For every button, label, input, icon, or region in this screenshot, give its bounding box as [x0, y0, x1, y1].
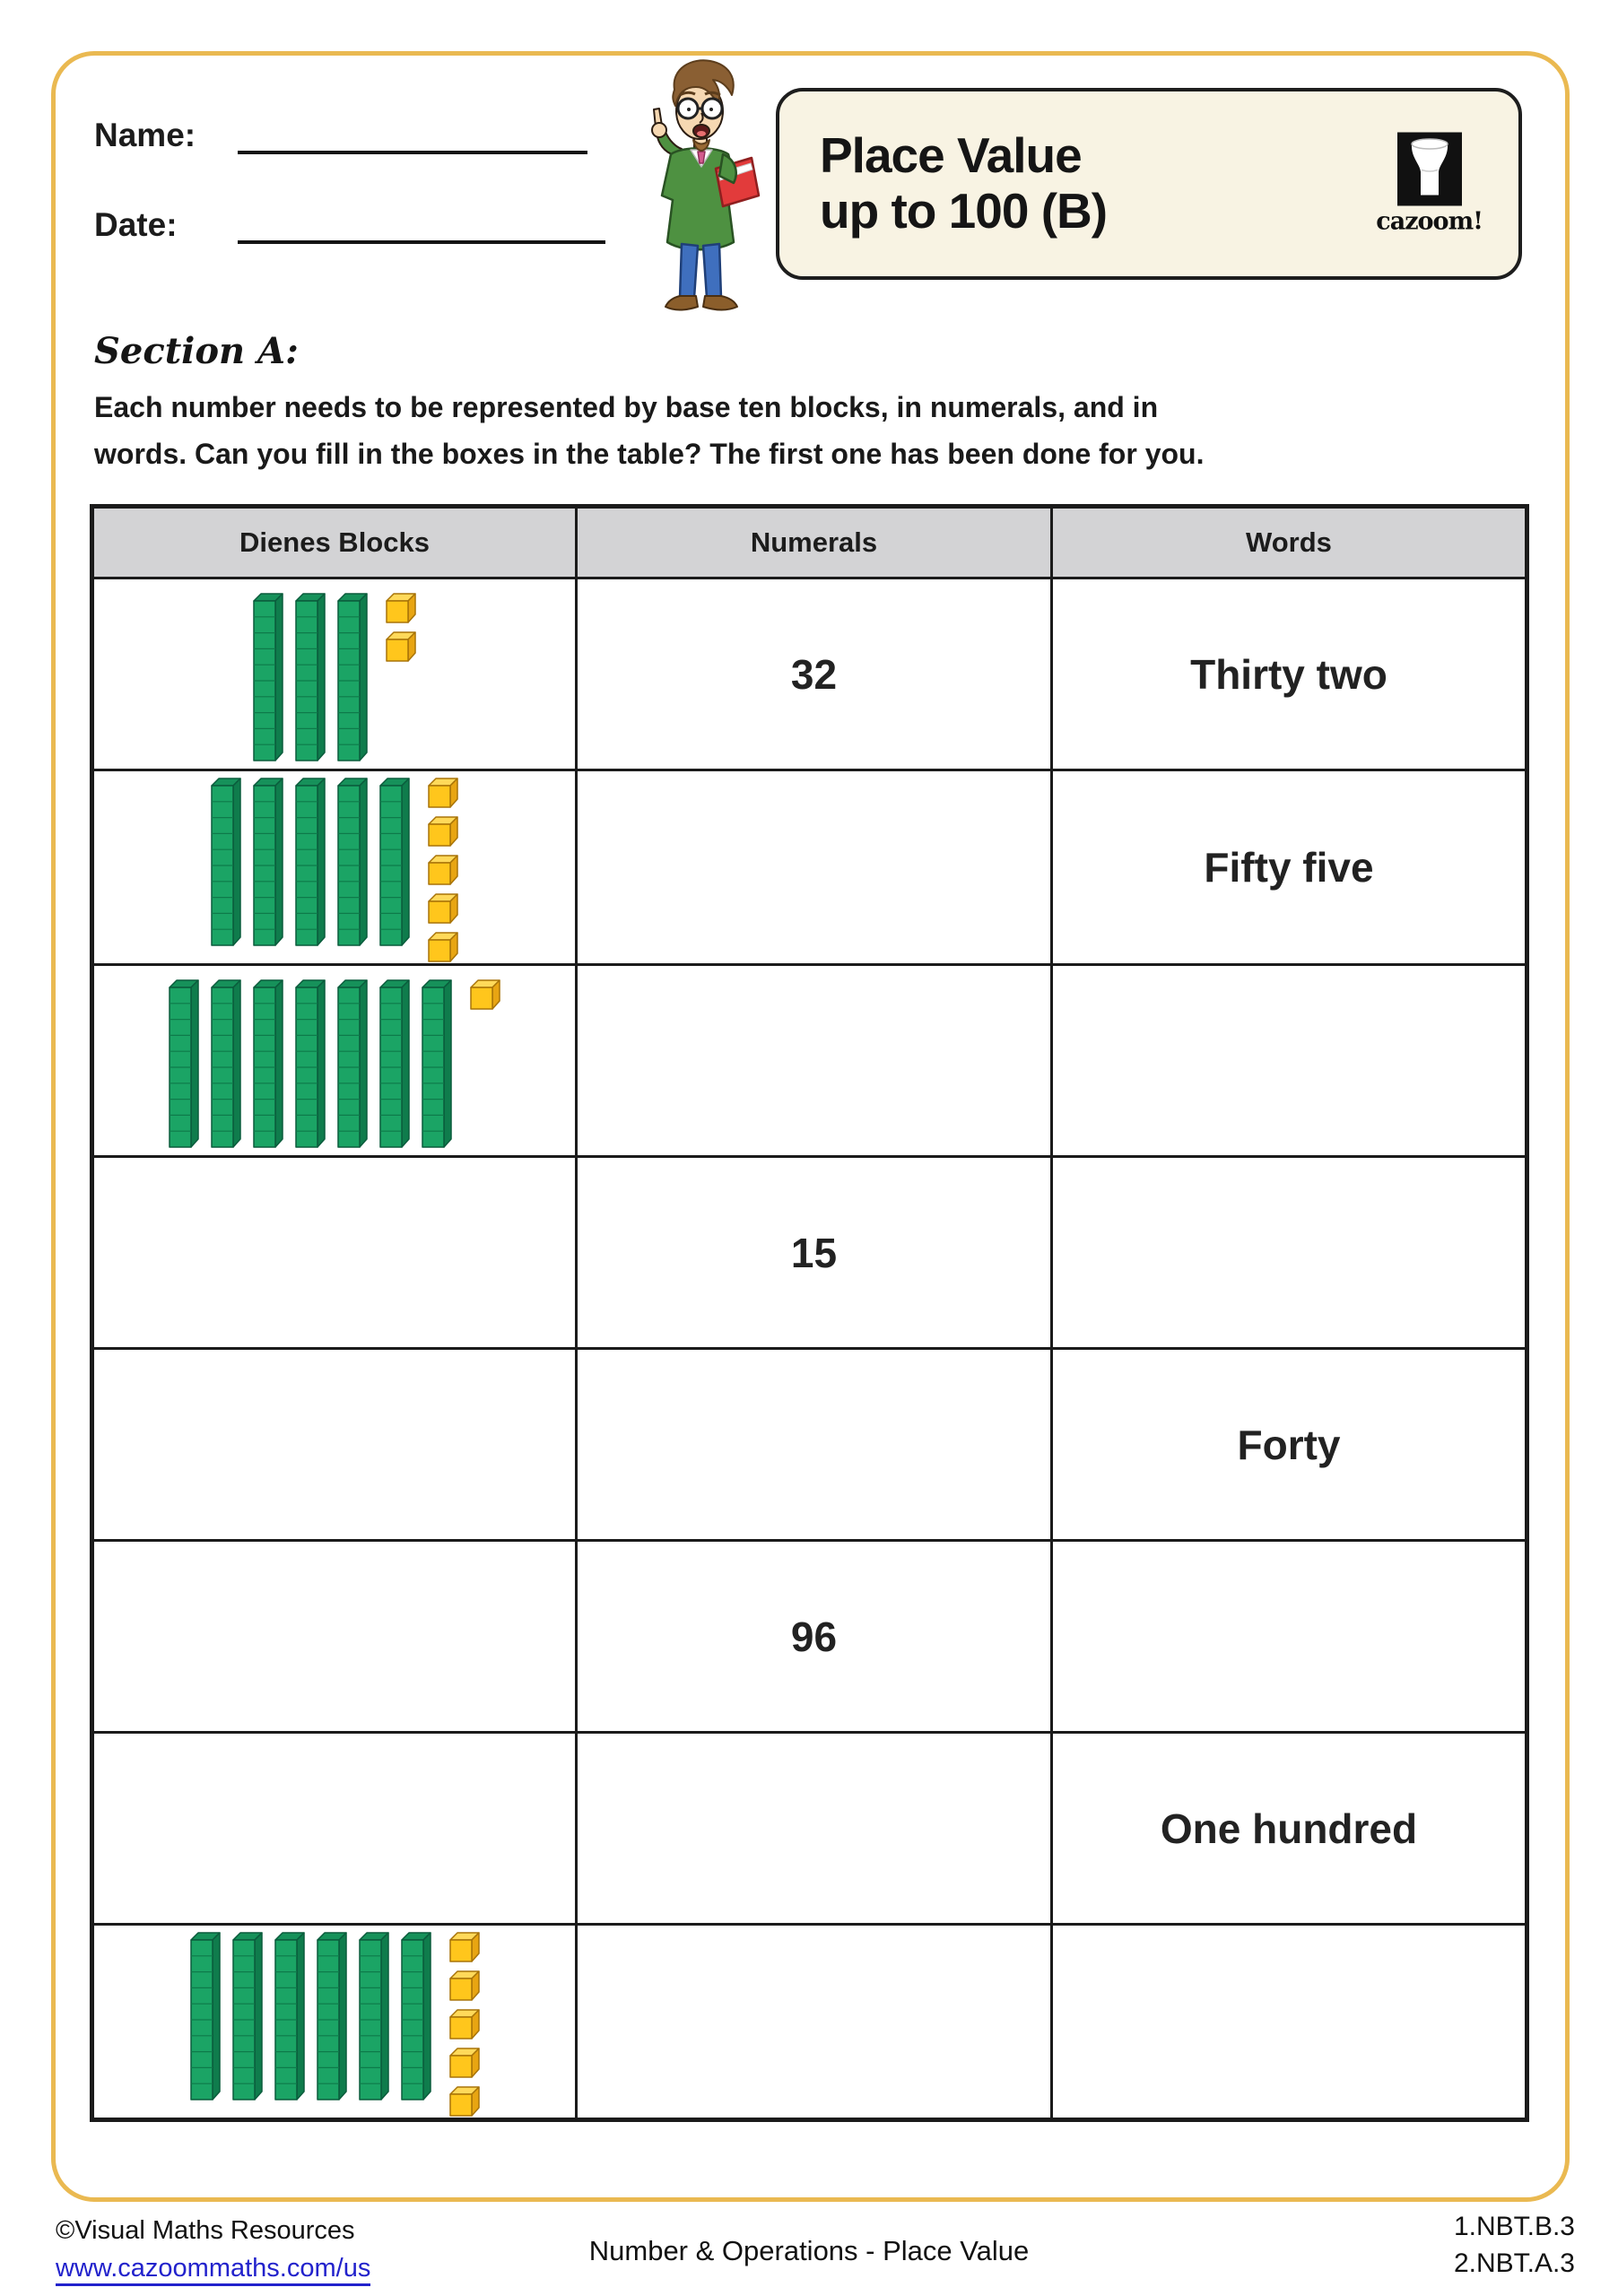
words-cell: Fifty five [1052, 770, 1527, 965]
ten-rod [401, 1932, 431, 2100]
teacher-cartoon-illustration [626, 54, 770, 323]
name-underline[interactable] [238, 117, 587, 154]
numeral-cell: 96 [577, 1541, 1052, 1733]
table-row [92, 1349, 1527, 1541]
words-answer-cell[interactable] [1052, 1541, 1527, 1733]
table-row [92, 578, 1527, 770]
ten-rod [379, 979, 410, 1148]
header-words: Words [1052, 507, 1527, 578]
cazoom-kazoo-icon [1397, 133, 1462, 206]
unit-cube [428, 932, 458, 962]
table-row [92, 1925, 1527, 2120]
date-field [94, 206, 605, 244]
instructions-line2: words. Can you fill in the boxes in the table? The first one has been done for you. [94, 438, 1205, 470]
header-dienes-blocks: Dienes Blocks [92, 507, 577, 578]
ten-rod [211, 778, 241, 946]
dienes-blocks-answer-cell[interactable] [92, 1541, 577, 1733]
ten-rod [190, 1932, 221, 2100]
ten-rod [295, 778, 326, 946]
dienes-blocks-figure [95, 587, 574, 761]
words-cell: One hundred [1052, 1733, 1527, 1925]
name-field [94, 117, 587, 154]
copyright-text: ©Visual Maths Resources [56, 2216, 355, 2245]
dienes-blocks-figure [95, 772, 574, 962]
dienes-blocks-figure [95, 974, 574, 1148]
ten-rod [317, 1932, 347, 2100]
cazoom-logo-text: cazoom! [1376, 207, 1483, 236]
table-row [92, 1733, 1527, 1925]
dienes-blocks-answer-cell[interactable] [92, 1733, 577, 1925]
unit-cube [470, 979, 500, 1010]
words-cell: Thirty two [1052, 578, 1527, 770]
unit-cube [449, 1970, 480, 2001]
words-cell: Forty [1052, 1349, 1527, 1541]
website-link[interactable]: www.cazoommaths.com/us [56, 2254, 370, 2286]
numeral-cell: 32 [577, 578, 1052, 770]
ten-rod [422, 979, 452, 1148]
ten-rod [295, 593, 326, 761]
place-value-table [90, 504, 1529, 2122]
worksheet-title [820, 128, 1107, 239]
date-label: Date: [94, 206, 178, 243]
date-underline[interactable] [238, 206, 605, 244]
numeral-answer-cell[interactable] [577, 1733, 1052, 1925]
ten-rod [253, 979, 283, 1148]
cazoom-logo [1376, 133, 1483, 236]
ten-rod [211, 979, 241, 1148]
ten-rod [379, 778, 410, 946]
worksheet-title-box [776, 88, 1522, 280]
ten-rod [253, 778, 283, 946]
table-row [92, 1541, 1527, 1733]
table-row [92, 965, 1527, 1157]
unit-cube [428, 893, 458, 924]
table-row [92, 770, 1527, 965]
standard-code-2: 2.NBT.A.3 [1453, 2248, 1575, 2278]
name-label: Name: [94, 117, 196, 153]
unit-cube [449, 2009, 480, 2039]
unit-cube [386, 593, 416, 623]
ten-rod [295, 979, 326, 1148]
words-answer-cell[interactable] [1052, 1925, 1527, 2120]
footer-standards [1454, 2208, 1575, 2282]
numeral-answer-cell[interactable] [577, 965, 1052, 1157]
ten-rod [359, 1932, 389, 2100]
ten-rod [232, 1932, 263, 2100]
unit-cube [449, 1932, 480, 1962]
dienes-blocks-answer-cell[interactable] [92, 1349, 577, 1541]
words-answer-cell[interactable] [1052, 965, 1527, 1157]
instructions-line1: Each number needs to be represented by base ten blocks, in numerals, and in [94, 391, 1159, 423]
ten-rod [169, 979, 199, 1148]
numeral-answer-cell[interactable] [577, 1925, 1052, 2120]
numeral-answer-cell[interactable] [577, 770, 1052, 965]
numeral-answer-cell[interactable] [577, 1349, 1052, 1541]
ten-rod [337, 979, 368, 1148]
footer-topic: Number & Operations - Place Value [588, 2235, 1030, 2266]
unit-cube [449, 2086, 480, 2117]
unit-cube [428, 816, 458, 847]
unit-cube [386, 631, 416, 662]
unit-cube [428, 855, 458, 885]
worksheet-title-line1: Place Value [820, 127, 1082, 184]
dienes-blocks-cell [92, 965, 577, 1157]
unit-cube [428, 778, 458, 808]
header-numerals: Numerals [577, 507, 1052, 578]
standard-code-1: 1.NBT.B.3 [1453, 2212, 1575, 2241]
ten-rod [337, 593, 368, 761]
worksheet-title-line2: up to 100 (B) [820, 183, 1108, 239]
dienes-blocks-cell [92, 770, 577, 965]
words-answer-cell[interactable] [1052, 1157, 1527, 1349]
ten-rod [253, 593, 283, 761]
dienes-blocks-cell [92, 578, 577, 770]
section-heading: Section A: [94, 330, 299, 372]
table-header-row [92, 507, 1527, 578]
instructions [94, 384, 1204, 477]
unit-cube [449, 2048, 480, 2078]
ten-rod [337, 778, 368, 946]
numeral-cell: 15 [577, 1157, 1052, 1349]
dienes-blocks-figure [95, 1926, 574, 2117]
dienes-blocks-answer-cell[interactable] [92, 1157, 577, 1349]
dienes-blocks-cell [92, 1925, 577, 2120]
ten-rod [274, 1932, 305, 2100]
table-row [92, 1157, 1527, 1349]
